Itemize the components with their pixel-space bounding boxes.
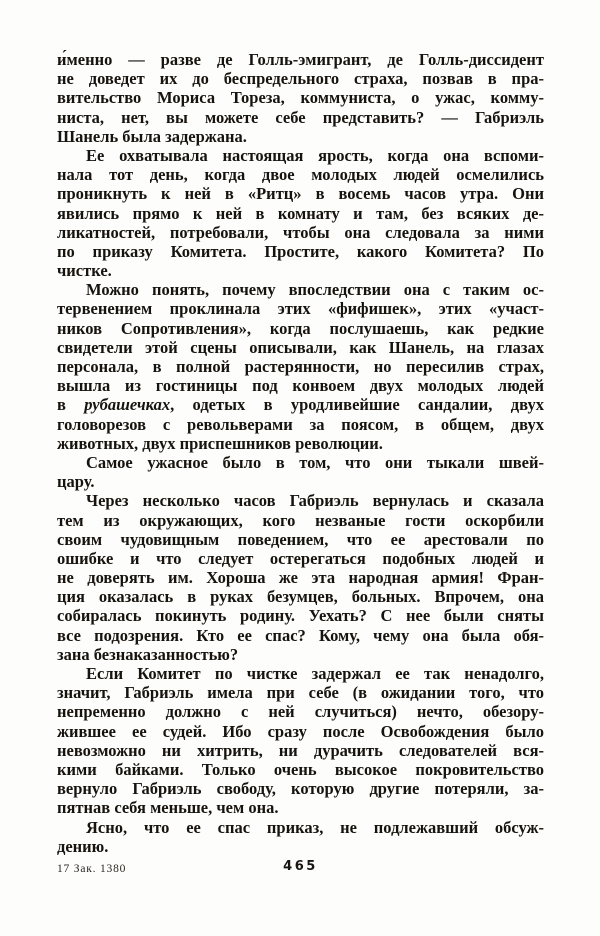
text-line: все подозрения. Кто ее спас? Кому, чему она была обя- [57,625,544,645]
text-line: Можно понять, почему впоследствии она с таким ос- [86,280,544,300]
text-line: вернуло Габриэль свободу, которую другие потеряли, за- [57,779,544,799]
paragraph [57,664,544,818]
text-block [57,50,544,856]
text-line: жившее ее судей. Ибо сразу после Освобождения было [57,721,544,741]
text-line: Ясно, что ее спас приказ, не подлежавший обсуж- [86,817,544,837]
text-line: по приказу Комитета. Простите, какого Комитета? По [57,241,544,261]
text-line: Ее охватывала настоящая ярость, когда она вспоми- [86,145,544,165]
text-line: персонала, в полной растерянности, но пересилив страх, [57,357,544,376]
text-line: значит, Габриэль имела при себе (в ожидании того, что [57,683,544,703]
print-order-note: 17 Зак. 1380 [57,863,127,875]
text-line: тем из окружающих, кого незваные гости оскорбили [57,510,544,530]
text-line: нала тот день, когда двое молодых людей осмелились [57,165,544,185]
text-line: цару. [57,472,95,492]
text-line: вительство Мориса Тореза, коммуниста, о ужас, комму- [57,88,544,108]
text-line: пятнав себя меньше, чем она. [57,798,279,818]
text-line: животных, двух приспешников революции. [57,433,383,453]
paragraph [57,491,544,664]
paragraph [57,280,544,453]
text-line: в рубашечках, одетых в уродливейшие сандалии, двух [57,395,544,415]
paragraph [57,146,544,280]
text-line: своим чудовищным поведением, что ее арестовали по [57,529,544,549]
text-line: проникнуть к ней в «Ритц» в восемь часов утра. Они [57,184,544,204]
text-line: ниста, нет, вы можете себе представить? — Габриэль [57,107,544,127]
text-line: явились прямо к ней в комнату и там, без всяких де- [57,203,544,223]
paragraph [57,818,544,856]
text-line: вышла из гостиницы под конвоем двух молодых людей [57,376,544,396]
text-line: невозможно ни хитрить, ни дурачить следователей вся- [57,740,544,760]
text-line: ция оказалась в руках безумцев, больных. Впрочем, она [57,587,544,607]
text-line: ошибке и что следует остерегаться подобных людей и [57,548,544,568]
text-line: и́менно — разве де Голль-эмигрант, де Голль-диссидент [57,50,544,69]
text-line: Самое ужасное было в том, что они тыкали швей- [86,452,544,472]
text-line: ников Сопротивления», когда послушаешь, как редкие [57,318,544,338]
text-line: чистке. [57,261,112,281]
text-line: свидетели этой сцены описывали, как Шанель, на глазах [57,337,544,357]
text-line: непременно должно с ней случиться) нечто, обезору- [57,702,544,722]
text-line: головорезов с револьверами за поясом, в общем, двух [57,414,544,434]
text-line: Если Комитет по чистке задержал ее так ненадолго, [86,664,544,683]
page-number: 465 [283,859,318,874]
text-line: собиралась покинуть родину. Уехать? С нее были сняты [57,606,544,626]
text-line: дению. [57,836,109,856]
text-line: тервенением проклинала этих «фифишек», этих «участ- [57,299,544,319]
text-line: Через несколько часов Габриэль вернулась и сказала [86,491,544,511]
text-line: не доведет их до беспредельного страха, позвав в пра- [57,69,544,89]
paragraph [57,453,544,491]
text-line: не доверять им. Хороша же эта народная армия! Фран- [57,568,544,588]
text-line: ликатностей, потребовали, чтобы она следовала за ними [57,222,544,242]
paragraph [57,50,544,146]
text-line: Шанель была задержана. [57,126,247,146]
text-line: зана безнаказанностью? [57,644,239,664]
text-line: кими байками. Только очень высокое покровительство [57,759,544,779]
